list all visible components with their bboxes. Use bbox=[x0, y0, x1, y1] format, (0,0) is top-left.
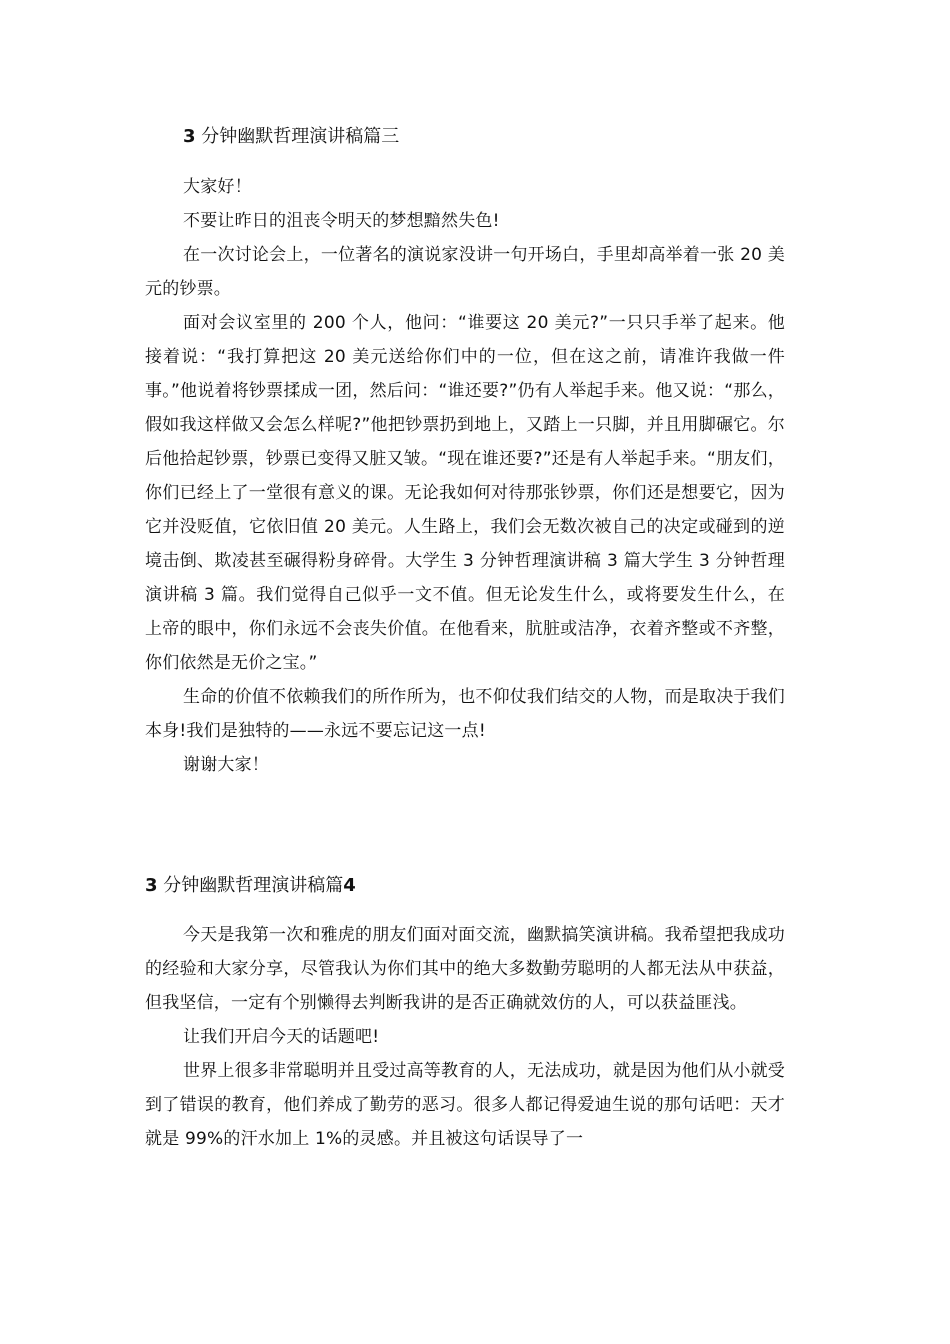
paragraph: 谢谢大家！ bbox=[183, 755, 269, 775]
paragraph: 在一次讨论会上，一位著名的演说家没讲一句开场白，手里却高举着一张 20 美元的钞票。 bbox=[145, 245, 785, 299]
section-4-body bbox=[145, 918, 785, 1156]
paragraph: 今天是我第一次和雅虎的朋友们面对面交流，幽默搞笑演讲稿。我希望把我成功的经验和大家分享，尽管我认为你们其中的绝大多数勤劳聪明的人都无法从中获益，但我坚信，一定有个别懒得去判断我讲的是否正确就效仿的人，可以获益匪浅。 bbox=[145, 925, 785, 1013]
paragraph: 世界上很多非常聪明并且受过高等教育的人，无法成功，就是因为他们从小就受到了错误的教育，他们养成了勤劳的恶习。很多人都记得爱迪生说的那句话吧：天才就是 99%的汗水加上 1%的灵感。并且被这句话误导了一 bbox=[145, 1061, 785, 1149]
section-4-heading-number: 3 bbox=[145, 875, 158, 896]
section-3-heading-text: 分钟幽默哲理演讲稿篇三 bbox=[201, 126, 400, 147]
paragraph: 面对会议室里的 200 个人，他问：“谁要这 20 美元?”一只只手举了起来。他接着说：“我打算把这 20 美元送给你们中的一位，但在这之前，请准许我做一件事。”他说着将钞票揉成一团，然后问：“谁还要?”仍有人举起手来。他又说：“那么，假如我这样做又会怎么样呢?”他把钞票扔到地上，又踏上一只脚，并且用脚碾它。尔后他拾起钞票，钞票已变得又脏又皱。“现在谁还要?”还是有人举起手来。“朋友们，你们已经上了一堂很有意义的课。无论我如何对待那张钞票，你们还是想要它，因为它并没贬值，它依旧值 20 美元。人生路上，我们会无数次被自己的决定或碰到的逆境击倒、欺凌甚至碾得粉身碎骨。大学生 3 分钟哲理演讲稿 3 篇大学生 3 分钟哲理演讲稿 3 篇。我们觉得自己似乎一文不值。但无论发生什么，或将要发生什么，在上帝的眼中，你们永远不会丧失价值。在他看来，肮脏或洁净，衣着齐整或不齐整，你们依然是无价之宝。” bbox=[145, 313, 785, 673]
paragraph: 不要让昨日的沮丧令明天的梦想黯然失色! bbox=[183, 211, 500, 231]
paragraph: 大家好！ bbox=[183, 177, 252, 197]
section-3-heading-number: 3 bbox=[183, 126, 196, 147]
paragraph: 生命的价值不依赖我们的所作所为，也不仰仗我们结交的人物，而是取决于我们本身!我们是独特的——永远不要忘记这一点! bbox=[145, 687, 785, 741]
section-4-heading-text: 分钟幽默哲理演讲稿篇 bbox=[163, 875, 344, 896]
section-3-body bbox=[145, 170, 785, 782]
paragraph: 让我们开启今天的话题吧! bbox=[183, 1027, 380, 1047]
section-4-heading bbox=[145, 874, 356, 898]
section-4-heading-suffix: 4 bbox=[343, 875, 356, 896]
section-3-heading bbox=[183, 125, 399, 149]
